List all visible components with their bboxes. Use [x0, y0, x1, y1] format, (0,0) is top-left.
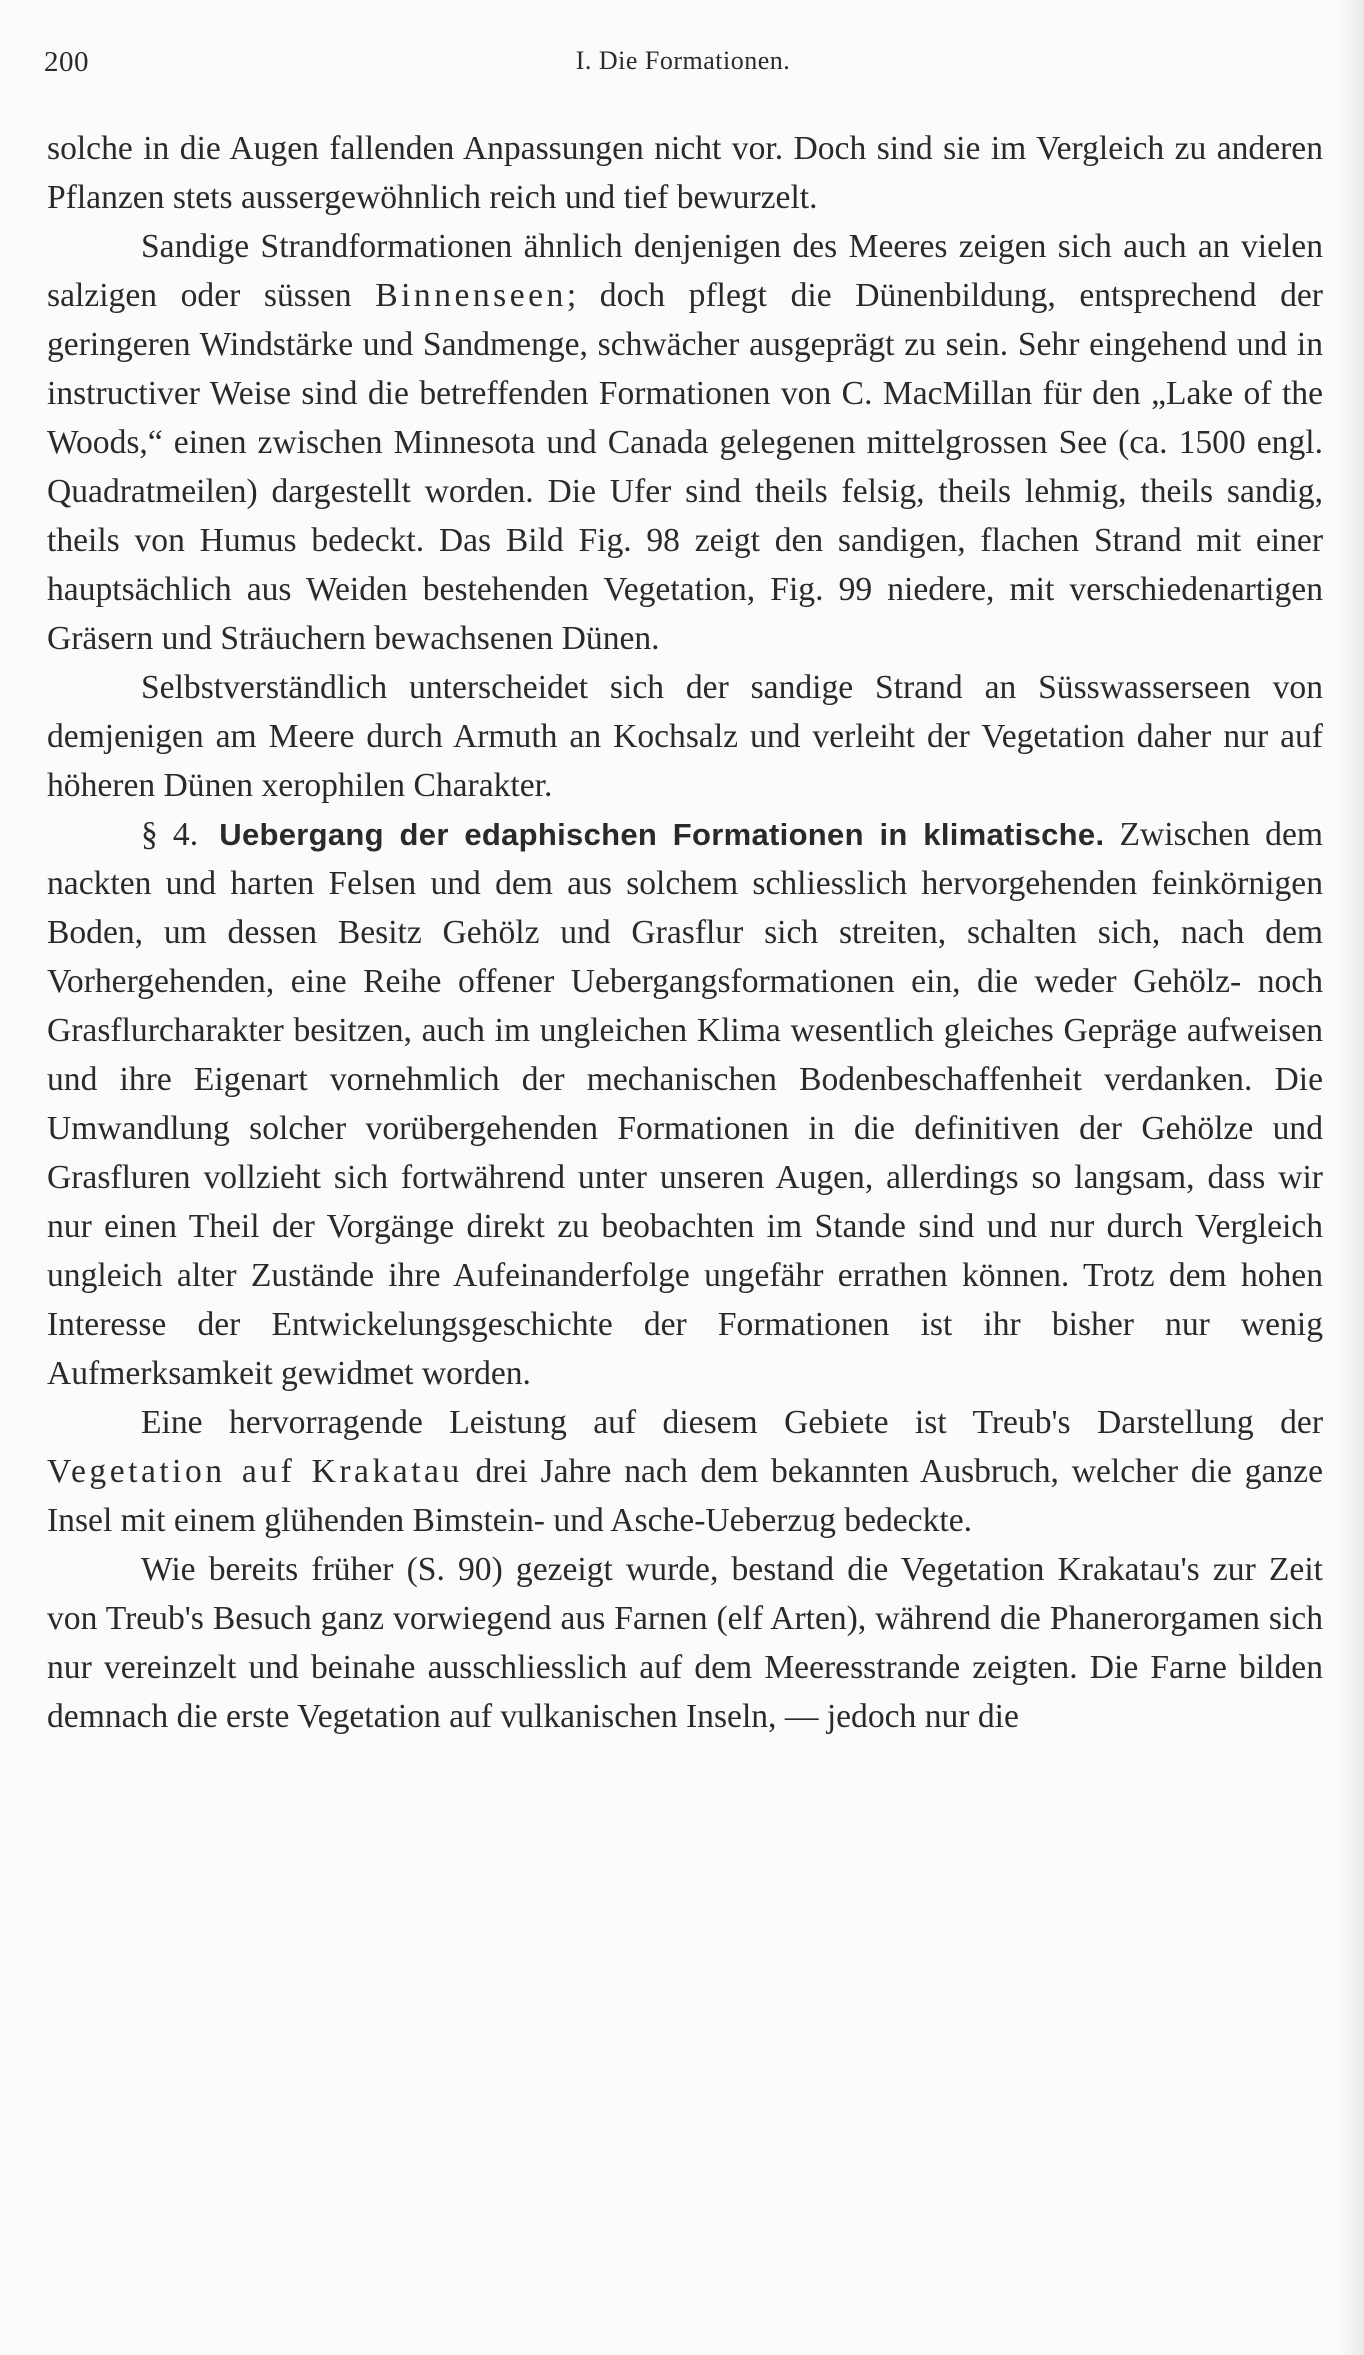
running-header [44, 46, 1322, 86]
paragraph-text: Eine hervorragende Leistung auf diesem Gebiete ist Treub's Darstellung der [141, 1404, 1323, 1441]
paragraph-text: drei Jahre nach dem bekannten Ausbruch, welcher die ganze Insel mit einem glühenden Bimstein- und Asche-Ueberzug bedeckte. [47, 1453, 1323, 1539]
paragraph-text: Wie bereits früher (S. 90) gezeigt wurde, bestand die Vegetation Krakatau's zur Zeit von Treub's Besuch ganz vorwiegend aus Farnen (elf Arten), während die Phanerorgamen sich nur vereinzelt und beinahe ausschliesslich auf dem Meeresstrande zeigten. Die Farne bilden demnach die erste Vegetation auf vulkanischen Inseln, — jedoch nur die [47, 1551, 1323, 1735]
paragraph-text: Zwischen dem nackten und harten Felsen und dem aus solchem schliesslich hervorgehenden feinkörnigen Boden, um dessen Besitz Gehölz und Grasflur sich streiten, schalten sich, nach dem Vorhergehenden, eine Reihe offener Uebergangsformationen ein, die weder Gehölz- noch Grasflurcharakter besitzen, auch im ungleichen Klima wesentlich gleiches Gepräge aufweisen und ihre Eigenart vornehmlich der mechanischen Bodenbeschaffenheit verdanken. Die Umwandlung solcher vorübergehenden Formationen in die definitiven der Gehölze und Grasfluren vollzieht sich fortwährend unter unseren Augen, allerdings so langsam, dass wir nur einen Theil der Vorgänge direkt zu beobachten im Stande sind und nur durch Vergleich ungleich alter Zustände ihre Aufeinanderfolge ungefähr errathen können. Trotz dem hohen Interesse der Entwickelungsgeschichte der Formationen ist ihr bisher nur wenig Aufmerksamkeit gewidmet worden. [47, 816, 1323, 1392]
section-number: § 4. [141, 816, 199, 853]
spaced-term: Vegetation auf Krakatau [47, 1453, 463, 1490]
body-text [47, 124, 1323, 1741]
paragraph-freshwater-strand [47, 663, 1323, 810]
paragraph-text: Selbstverständlich unterscheidet sich der sandige Strand an Süsswasserseen von demjenigen am Meere durch Armuth an Kochsalz und verleiht der Vegetation daher nur auf höheren Dünen xerophilen Charakter. [47, 669, 1323, 804]
section-heading: Uebergang der edaphischen Formationen in klimatische. [219, 817, 1105, 852]
page-number: 200 [44, 46, 89, 78]
paragraph-krakatau [47, 1398, 1323, 1545]
page-edge-shadow [1340, 0, 1364, 2355]
spaced-term: Binnenseen [375, 277, 567, 314]
paragraph-sandy-lake-shores [47, 222, 1323, 663]
paragraph-text: Sandige Strandformationen ähnlich denjenigen des Meeres zeigen sich auch an vielen salzigen oder süssen [47, 228, 1323, 314]
paragraph-text: solche in die Augen fallenden Anpassungen nicht vor. Doch sind sie im Vergleich zu anderen Pflanzen stets aussergewöhnlich reich und tief bewurzelt. [47, 130, 1323, 216]
paragraph-text: ; doch pflegt die Dünenbildung, entsprechend der geringeren Windstärke und Sandmenge, schwächer ausgeprägt zu sein. Sehr eingehend und in instructiver Weise sind die betreffenden Formationen von C. MacMillan für den „Lake of the Woods,“ einen zwischen Minnesota und Canada gelegenen mittelgrossen See (ca. 1500 engl. Quadratmeilen) dargestellt worden. Die Ufer sind theils felsig, theils lehmig, theils sandig, theils von Humus bedeckt. Das Bild Fig. 98 zeigt den sandigen, flachen Strand mit einer hauptsächlich aus Weiden bestehenden Vegetation, Fig. 99 niedere, mit verschiedenartigen Gräsern und Sträuchern bewachsenen Dünen. [47, 277, 1323, 657]
paragraph-section-4 [47, 810, 1323, 1398]
paragraph-continuation [47, 124, 1323, 222]
running-title: I. Die Formationen. [575, 46, 791, 75]
paragraph-ferns [47, 1545, 1323, 1741]
